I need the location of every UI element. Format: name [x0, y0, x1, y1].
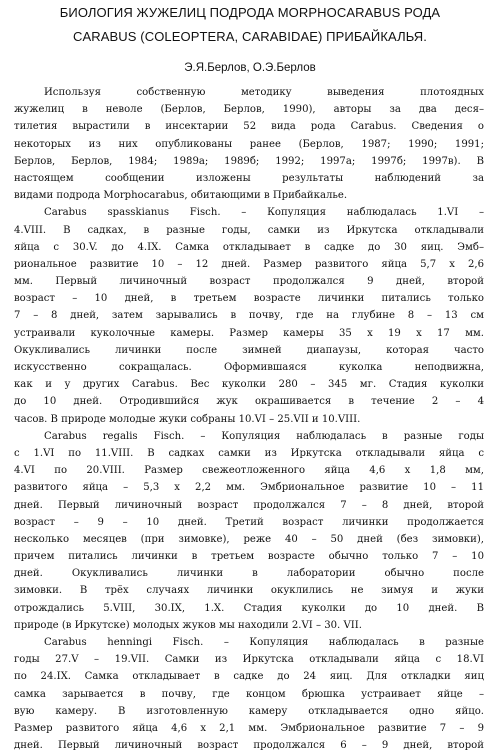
body-text-line: риональное развитие 10 – 12 дней. Размер развитого яйца 5,7 х 2,6	[14, 258, 484, 270]
body-text-line: развитого яйца – 5,3 х 2,2 мм. Эмбриональное развитие 10 – 11	[14, 482, 484, 494]
body-text-line: часов. В природе молодые жуки собраны 10.VI – 25.VII и 10.VIII.	[14, 413, 361, 425]
body-text-line: по 24.IX. Самка откладывает в садке до 24 яиц. Для откладки яиц	[14, 671, 484, 683]
body-text-line: Carabus spasskianus Fisch. – Копуляция наблюдалась 1.VI –	[44, 207, 484, 219]
body-text-line: самка зарывается в почву, где концом брюшка устраивает яйце –	[14, 688, 484, 700]
body-text-line: некоторых из них опубликованы ранее (Берлов, 1987; 1990; 1991;	[14, 138, 484, 150]
body-text-line: настоящем сообщении изложены результаты наблюдений за	[14, 172, 484, 184]
article-authors: Э.Я.Берлов, О.Э.Берлов	[184, 62, 316, 74]
body-text-line: дней. Первый личиночный возраст продолжался 6 – 9 дней, второй	[14, 740, 484, 752]
body-text-line: жужелиц в неволе (Берлов, Берлов, 1990), авторы за два деся–	[14, 104, 484, 116]
body-text-line: 7 – 8 дней, затем зарывались в почву, где на глубине 8 – 13 см	[14, 310, 484, 322]
body-text-line: устраивали куколочные камеры. Размер камеры 35 х 19 х 17 мм.	[14, 327, 484, 339]
body-text-line: несколько месяцев (при зимовке), реже 40 – 50 дней (без зимовки),	[14, 533, 484, 545]
body-text-line: природе (в Иркутске) молодых жуков мы находили 2.VI – 30. VII.	[14, 619, 362, 631]
body-text-line: дней. Первый личиночный возраст продолжался 7 – 8 дней, второй	[14, 499, 484, 511]
body-text-line: зимовки. В трёх случаях личинки окуклились не зимуя и жуки	[14, 585, 484, 597]
body-text-line: Размер развитого яйца 4,6 х 2,1 мм. Эмбриональное развитие 7 – 9	[14, 722, 484, 734]
body-text-line: 4.VI по 20.VIII. Размер свежеотложенного яйца 4,6 х 1,8 мм,	[14, 465, 484, 477]
body-text-line: Используя собственную методику выведения плотоядных	[44, 87, 484, 98]
body-text-line: как и у других Carabus. Вес куколки 280 – 345 мг. Стадия куколки	[14, 379, 484, 391]
body-text-line: дней. Окукливались личинки в лаборатории обычно после	[14, 568, 484, 580]
body-text-line: яйца с 30.V. до 4.IX. Самка откладывает в садке до 30 яиц. Эмб–	[14, 241, 484, 253]
article-title-line-2: CARABUS (COLEOPTERA, CARABIDAE) ПРИБАЙКАЛЬЯ.	[73, 29, 427, 44]
body-text-line: вую камеру. В изготовленную камеру откладывается одно яйцо.	[14, 705, 484, 717]
body-text-line: годы 27.V – 19.VII. Самки из Иркутска откладывали яйца с 18.VI	[14, 654, 484, 666]
body-text-line: возраст – 9 – 10 дней. Третий возраст личинки продолжается	[14, 516, 484, 528]
body-text-line: с 1.VI по 11.VIII. В садках самки из Иркутска откладывали яйца с	[14, 447, 484, 459]
body-text-line: Carabus regalis Fisch. – Копуляция наблюдалась в разные годы	[44, 430, 484, 442]
body-text-line: до 10 дней. Отродившийся жук окрашивается в течение 2 – 4	[14, 396, 484, 408]
body-text-line: возраст – 10 дней, в третьем возрасте личинки питались только	[14, 293, 484, 305]
body-text-line: Carabus henningi Fisch. – Копуляция наблюдалась в разные	[44, 637, 484, 648]
body-text-line: видами подрода Morphocarabus, обитающими в Прибайкалье.	[14, 190, 348, 202]
body-text-line: причем питались личинки в третьем возрасте обычно только 7 – 10	[14, 551, 484, 563]
body-text-line: 4.VIII. В садках, в разные годы, самки из Иркутска откладывали	[14, 224, 484, 236]
body-text-line: отрождались 5.VIII, 30.IX, 1.X. Стадия куколки до 10 дней. В	[14, 602, 484, 614]
body-text-line: Берлов, Берлов, 1984; 1989а; 1989б; 1992; 1997а; 1997б; 1997в). В	[14, 155, 484, 167]
article-body	[14, 84, 484, 754]
body-text-line: Окукливались личинки после зимней диапаузы, которая часто	[14, 344, 484, 356]
body-text-line: мм. Первый личиночный возраст продолжался 9 дней, второй	[14, 276, 484, 288]
body-text-line: тилетия вырастили в инсектарии 52 вида рода Carabus. Сведения о	[14, 121, 484, 133]
article-title-line-1: БИОЛОГИЯ ЖУЖЕЛИЦ ПОДРОДА MORPHOCARABUS РОДА	[59, 5, 441, 20]
body-text-line: искусственно сокращалась. Оформившаяся куколка неподвижна,	[14, 362, 484, 373]
